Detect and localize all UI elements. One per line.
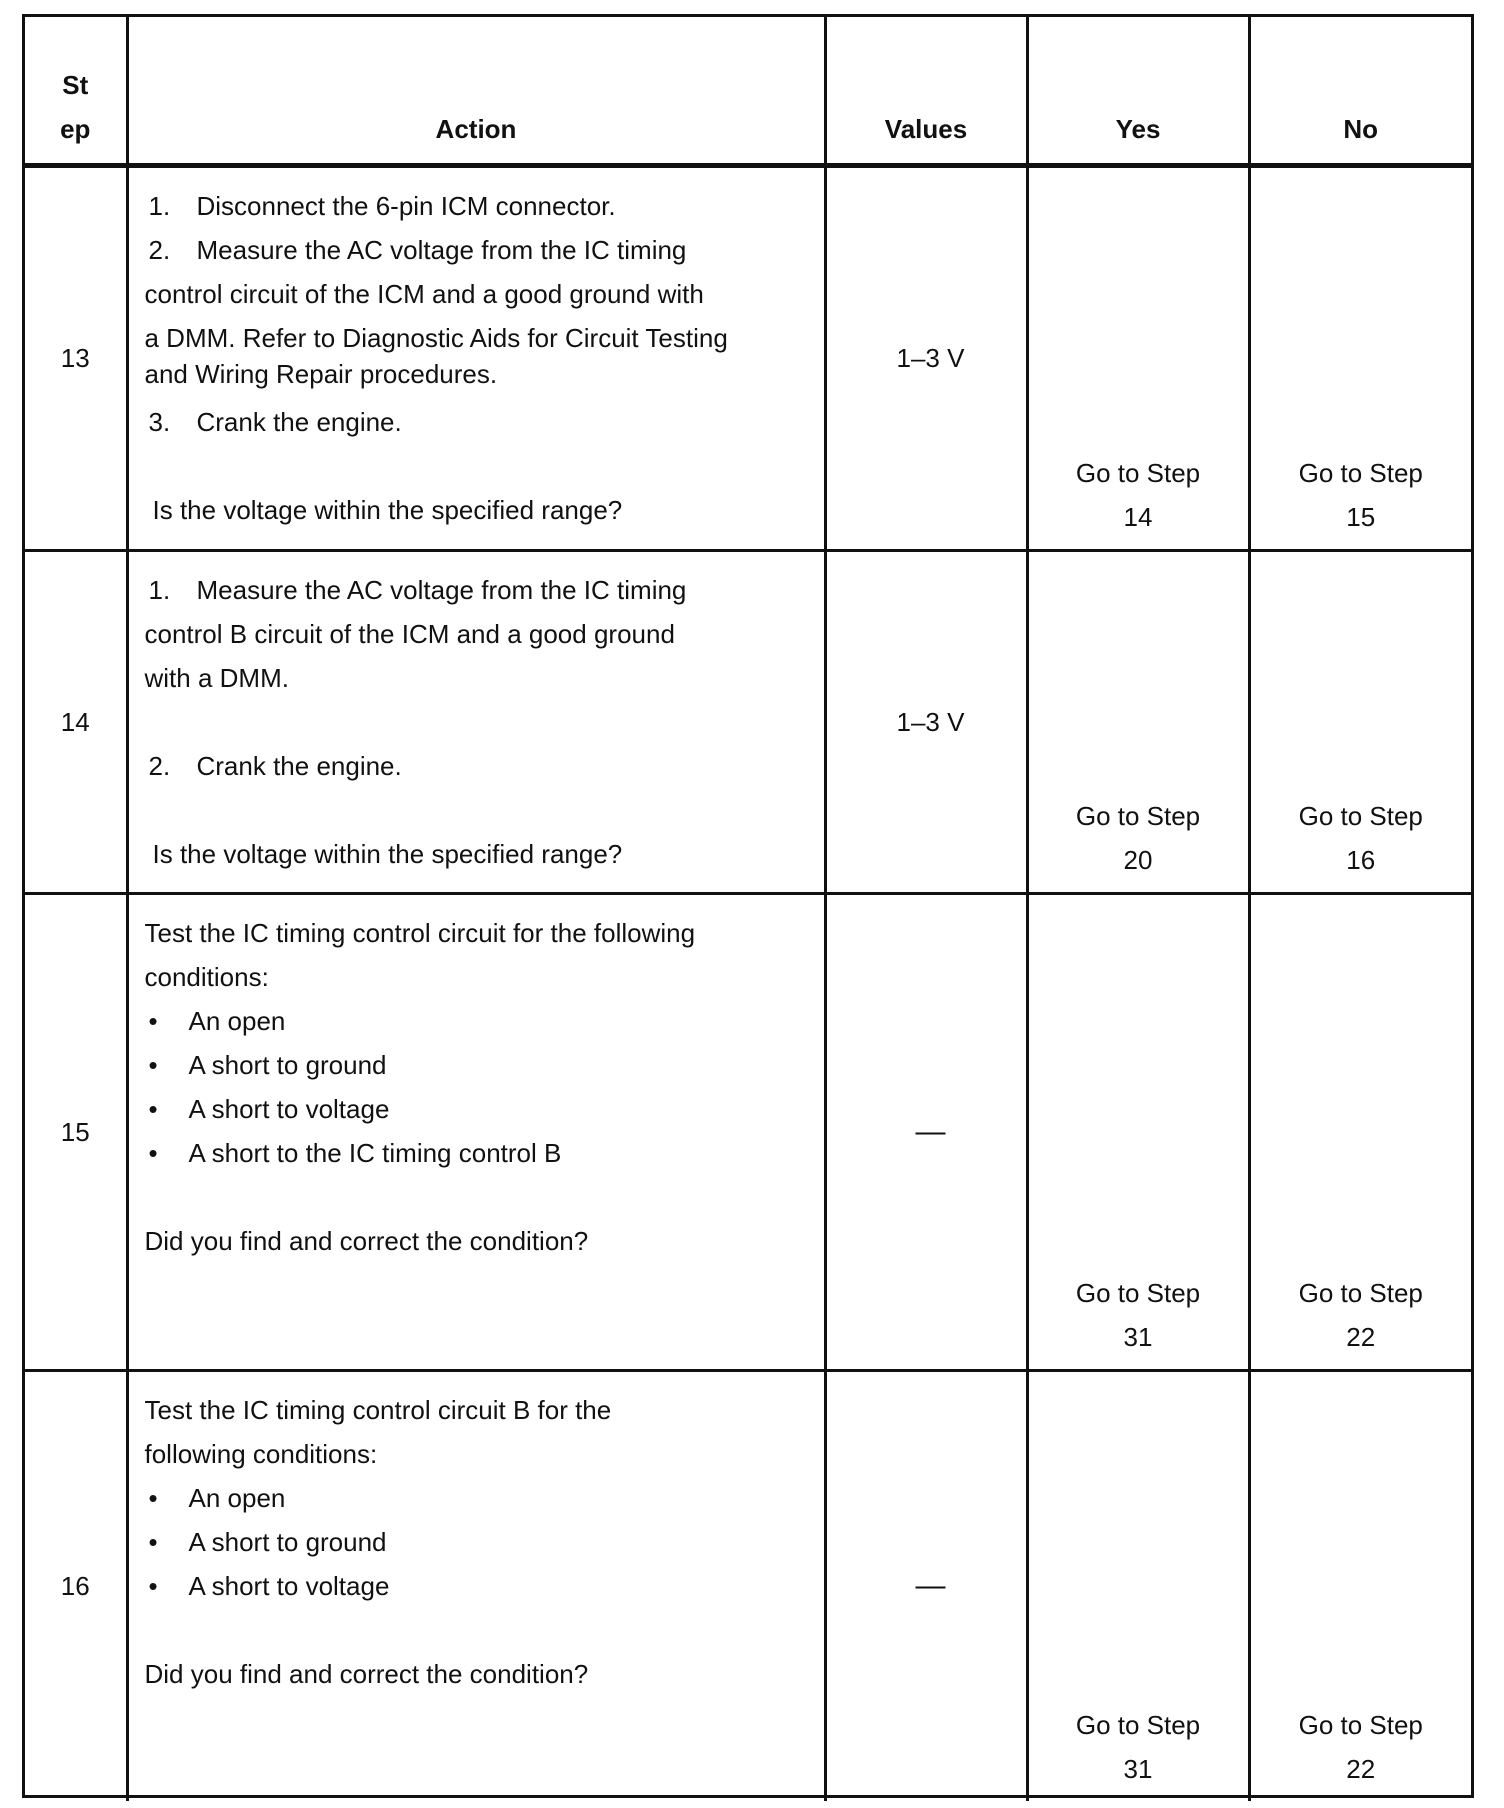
header-action: Action xyxy=(127,17,825,165)
go-to-step-text: Go to Step xyxy=(1075,800,1201,831)
table-row xyxy=(25,893,1471,1370)
item-number: 1. xyxy=(148,574,171,605)
go-to-step-text: Go to Step xyxy=(1075,457,1201,488)
table-row xyxy=(25,165,1471,550)
table-row xyxy=(25,550,1471,893)
item-text: Disconnect the 6-pin ICM connector. xyxy=(196,190,616,221)
item-number: 3. xyxy=(148,406,171,437)
bullet-icon: • xyxy=(148,1005,158,1036)
go-to-step-number: 31 xyxy=(1123,1321,1153,1352)
item-continuation: control circuit of the ICM and a good ground with xyxy=(144,278,704,309)
action-cell xyxy=(127,165,825,550)
no-cell xyxy=(1249,165,1471,550)
yes-cell xyxy=(1027,893,1249,1370)
condition-item xyxy=(145,1131,784,1175)
item-text: Measure the AC voltage from the IC timing xyxy=(196,234,687,265)
table-header-row xyxy=(25,17,1471,165)
go-to-step-number: 31 xyxy=(1123,1754,1153,1784)
condition-item xyxy=(145,1043,784,1087)
action-step-item xyxy=(145,568,784,612)
action-question: Is the voltage within the specified range? xyxy=(152,838,623,869)
action-step-item xyxy=(145,744,784,788)
action-question: Did you find and correct the condition? xyxy=(144,1225,589,1256)
action-step-item xyxy=(145,400,784,444)
values-cell: 1–3 V xyxy=(825,550,1027,893)
go-to-step-number: 22 xyxy=(1346,1321,1376,1352)
condition-item xyxy=(145,1476,784,1520)
condition-text: A short to ground xyxy=(188,1526,387,1557)
step-number: 14 xyxy=(25,550,127,893)
header-yes: Yes xyxy=(1027,17,1249,165)
yes-cell xyxy=(1027,165,1249,550)
action-question: Did you find and correct the condition? xyxy=(144,1658,589,1689)
table-row xyxy=(25,1370,1471,1801)
bullet-icon: • xyxy=(148,1482,158,1513)
diagnostic-table xyxy=(25,17,1471,1801)
condition-item xyxy=(145,1087,784,1131)
item-text: Crank the engine. xyxy=(196,406,402,437)
item-number: 2. xyxy=(148,750,171,781)
diagnostic-table-frame xyxy=(22,14,1474,1798)
values-cell: 1–3 V xyxy=(825,165,1027,550)
item-continuation: and Wiring Repair procedures. xyxy=(144,358,498,389)
no-cell xyxy=(1249,893,1471,1370)
condition-text: A short to ground xyxy=(188,1049,387,1080)
go-to-step-text: Go to Step xyxy=(1075,1277,1201,1308)
item-number: 2. xyxy=(148,234,171,265)
go-to-step-number: 14 xyxy=(1123,501,1153,532)
action-cell xyxy=(127,550,825,893)
item-continuation: control B circuit of the ICM and a good ground xyxy=(144,618,675,649)
values-cell xyxy=(825,893,1027,1370)
action-intro: Test the IC timing control circuit B for the xyxy=(144,1394,612,1425)
yes-cell xyxy=(1027,550,1249,893)
condition-text: A short to the IC timing control B xyxy=(188,1137,562,1168)
condition-text: A short to voltage xyxy=(188,1570,390,1601)
item-continuation: with a DMM. xyxy=(144,662,289,693)
bullet-icon: • xyxy=(148,1093,158,1124)
go-to-step-number: 22 xyxy=(1346,1754,1376,1784)
item-number: 1. xyxy=(148,190,171,221)
go-to-step-text: Go to Step xyxy=(1298,1277,1423,1308)
go-to-step-number: 16 xyxy=(1346,844,1376,875)
bullet-icon: • xyxy=(148,1049,158,1080)
go-to-step-text: Go to Step xyxy=(1298,457,1423,488)
header-values: Values xyxy=(825,17,1027,165)
step-number: 15 xyxy=(25,893,127,1370)
go-to-step-text: Go to Step xyxy=(1298,800,1423,831)
action-cell xyxy=(127,893,825,1370)
header-step-line-1: St xyxy=(62,69,89,100)
header-step-line-2: ep xyxy=(60,113,91,144)
condition-item xyxy=(145,999,784,1043)
condition-text: An open xyxy=(188,1005,286,1036)
condition-text: A short to voltage xyxy=(188,1093,390,1124)
action-intro: following conditions: xyxy=(144,1438,378,1469)
step-number: 13 xyxy=(25,165,127,550)
condition-text: An open xyxy=(188,1482,286,1513)
yes-cell xyxy=(1027,1370,1249,1801)
bullet-icon: • xyxy=(148,1526,158,1557)
go-to-step-text: Go to Step xyxy=(1298,1710,1423,1740)
action-cell xyxy=(127,1370,825,1801)
condition-item xyxy=(145,1520,784,1564)
bullet-icon: • xyxy=(148,1137,158,1168)
no-cell xyxy=(1249,1370,1471,1801)
header-step xyxy=(25,17,127,165)
step-number: 16 xyxy=(25,1370,127,1801)
item-continuation: a DMM. Refer to Diagnostic Aids for Circuit Testing xyxy=(144,322,728,353)
no-cell xyxy=(1249,550,1471,893)
action-intro: Test the IC timing control circuit for the following xyxy=(144,917,696,948)
action-intro: conditions: xyxy=(144,961,269,992)
go-to-step-number: 20 xyxy=(1123,844,1153,875)
action-step-item xyxy=(145,184,784,228)
item-text: Measure the AC voltage from the IC timing xyxy=(196,574,687,605)
dash-value: — xyxy=(915,1114,946,1148)
values-cell xyxy=(825,1370,1027,1801)
dash-value: — xyxy=(915,1569,946,1603)
go-to-step-text: Go to Step xyxy=(1075,1710,1201,1740)
go-to-step-number: 15 xyxy=(1346,501,1376,532)
action-question: Is the voltage within the specified range? xyxy=(152,494,623,525)
item-text: Crank the engine. xyxy=(196,750,402,781)
condition-item xyxy=(145,1564,784,1608)
header-no: No xyxy=(1249,17,1471,165)
action-step-item xyxy=(145,228,784,272)
bullet-icon: • xyxy=(148,1570,158,1601)
